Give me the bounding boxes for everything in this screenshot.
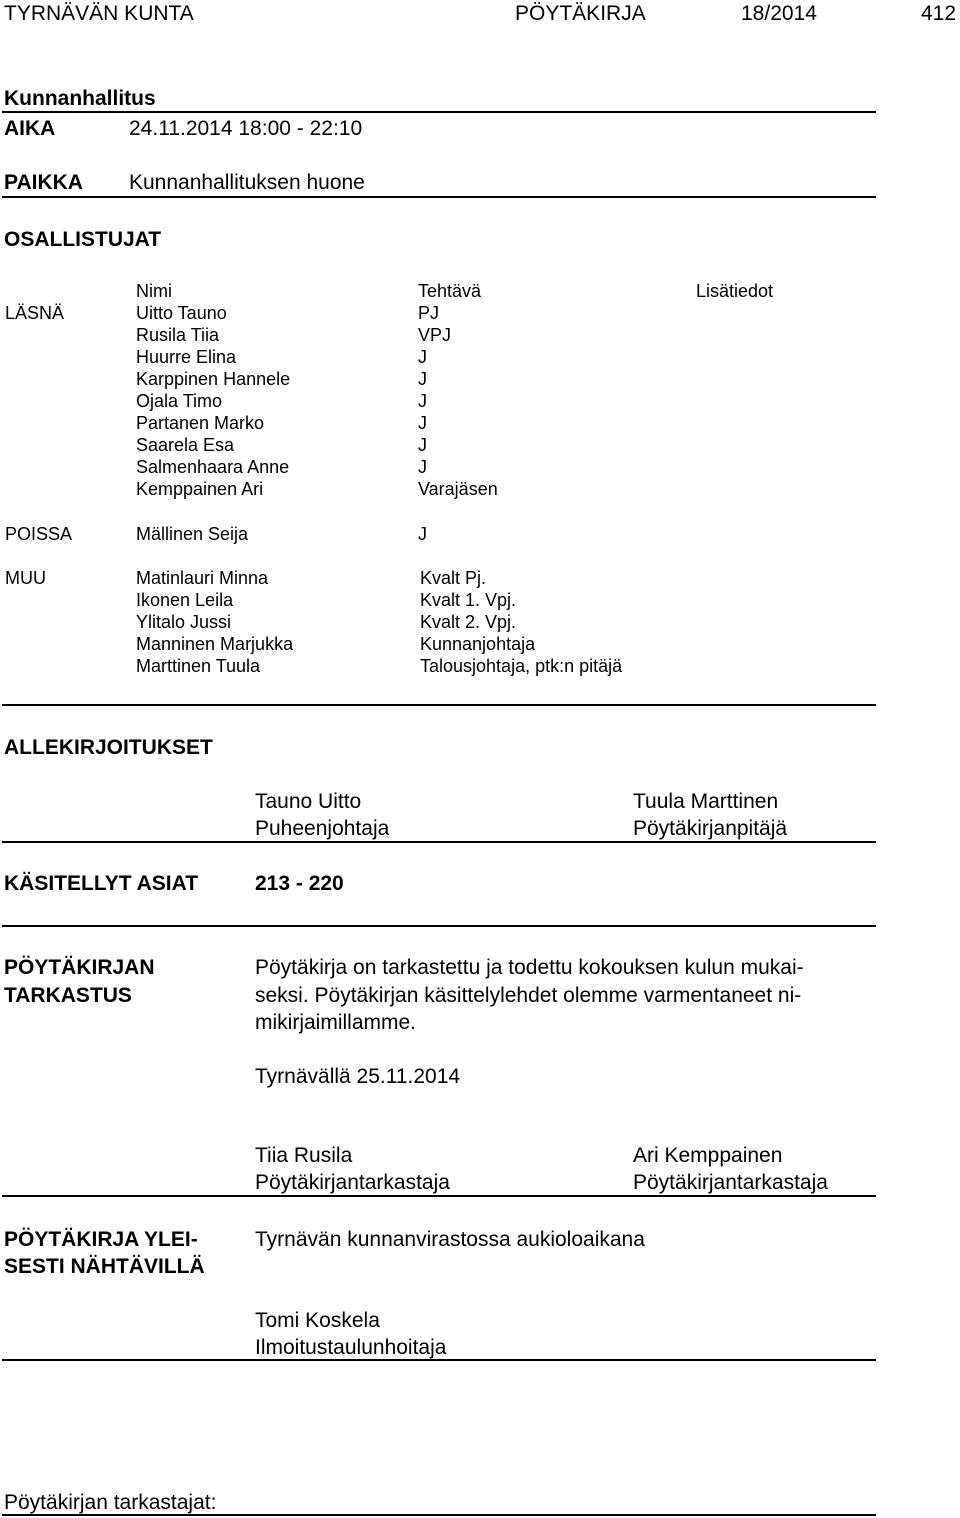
review-text-line3: mikirjaimillamme. bbox=[255, 1011, 416, 1034]
municipality-name: TYRNÄVÄN KUNTA bbox=[4, 2, 194, 25]
divider bbox=[2, 925, 876, 927]
participant-name: Manninen Marjukka bbox=[136, 634, 294, 654]
participant-name: Kemppainen Ari bbox=[136, 479, 264, 499]
participant-name: Mällinen Seija bbox=[136, 524, 249, 544]
divider bbox=[2, 196, 876, 198]
participant-role: Kvalt Pj. bbox=[420, 568, 487, 588]
reviewer1-title: Pöytäkirjantarkastaja bbox=[255, 1171, 450, 1194]
secretary-title: Pöytäkirjanpitäjä bbox=[633, 817, 788, 840]
absent-label: POISSA bbox=[5, 524, 73, 544]
participant-role: J bbox=[418, 369, 427, 389]
signatures-heading: ALLEKIRJOITUKSET bbox=[4, 736, 213, 759]
reviewer2-name: Ari Kemppainen bbox=[633, 1144, 783, 1167]
participant-role: VPJ bbox=[418, 325, 452, 345]
public-label-line1: PÖYTÄKIRJA YLEI- bbox=[4, 1228, 198, 1251]
page-number: 412 bbox=[921, 2, 957, 25]
participant-name: Rusila Tiia bbox=[136, 325, 220, 345]
place-value: Kunnanhallituksen huone bbox=[129, 171, 365, 194]
items-value: 213 - 220 bbox=[255, 872, 344, 895]
participant-role: PJ bbox=[418, 303, 440, 323]
review-place-date: Tyrnävällä 25.11.2014 bbox=[255, 1065, 461, 1088]
body-name: Kunnanhallitus bbox=[4, 87, 156, 110]
secretary-name: Tuula Marttinen bbox=[633, 790, 779, 813]
column-header-name: Nimi bbox=[136, 281, 172, 301]
divider bbox=[2, 704, 876, 706]
footer-label: Pöytäkirjan tarkastajat: bbox=[4, 1491, 217, 1514]
officer-title: Ilmoitustaulunhoitaja bbox=[255, 1336, 447, 1359]
review-label-line1: PÖYTÄKIRJAN bbox=[4, 956, 155, 979]
participant-name: Salmenhaara Anne bbox=[136, 457, 290, 477]
participant-role: Kunnanjohtaja bbox=[420, 634, 536, 654]
participant-name: Huurre Elina bbox=[136, 347, 237, 367]
column-header-role: Tehtävä bbox=[418, 281, 482, 301]
divider bbox=[2, 1359, 876, 1361]
reviewer1-name: Tiia Rusila bbox=[255, 1144, 353, 1167]
chair-name: Tauno Uitto bbox=[255, 790, 362, 813]
participant-role: Varajäsen bbox=[418, 479, 498, 499]
participant-role: J bbox=[418, 391, 427, 411]
participant-name: Karppinen Hannele bbox=[136, 369, 291, 389]
participant-role: J bbox=[418, 413, 427, 433]
public-label-line2: SESTI NÄHTÄVILLÄ bbox=[4, 1255, 205, 1278]
participant-role: Kvalt 1. Vpj. bbox=[420, 590, 517, 610]
document-type: PÖYTÄKIRJA bbox=[515, 2, 646, 25]
document-number: 18/2014 bbox=[741, 2, 817, 25]
participants-heading: OSALLISTUJAT bbox=[4, 228, 162, 251]
divider bbox=[2, 1195, 876, 1197]
column-header-info: Lisätiedot bbox=[696, 281, 774, 301]
participant-role: Talousjohtaja, ptk:n pitäjä bbox=[420, 656, 623, 676]
participant-name: Saarela Esa bbox=[136, 435, 235, 455]
participant-name: Partanen Marko bbox=[136, 413, 265, 433]
place-label: PAIKKA bbox=[4, 171, 83, 194]
participant-name: Ojala Timo bbox=[136, 391, 223, 411]
participant-role: Kvalt 2. Vpj. bbox=[420, 612, 517, 632]
time-value: 24.11.2014 18:00 - 22:10 bbox=[129, 117, 363, 140]
public-text: Tyrnävän kunnanvirastossa aukioloaikana bbox=[255, 1228, 645, 1251]
present-label: LÄSNÄ bbox=[5, 303, 65, 323]
officer-name: Tomi Koskela bbox=[255, 1309, 380, 1332]
participant-name: Matinlauri Minna bbox=[136, 568, 269, 588]
review-text-line1: Pöytäkirja on tarkastettu ja todettu kokouksen kulun mukai- bbox=[255, 956, 804, 979]
divider bbox=[2, 111, 876, 113]
participant-name: Marttinen Tuula bbox=[136, 656, 261, 676]
review-text-line2: seksi. Pöytäkirjan käsittelylehdet olemme varmentaneet ni- bbox=[255, 984, 802, 1007]
participant-name: Uitto Tauno bbox=[136, 303, 227, 323]
reviewer2-title: Pöytäkirjantarkastaja bbox=[633, 1171, 828, 1194]
participant-name: Ikonen Leila bbox=[136, 590, 234, 610]
participant-role: J bbox=[418, 435, 427, 455]
divider bbox=[2, 841, 876, 843]
participant-role: J bbox=[418, 347, 427, 367]
participant-role: J bbox=[418, 524, 427, 544]
chair-title: Puheenjohtaja bbox=[255, 817, 390, 840]
items-label: KÄSITELLYT ASIAT bbox=[4, 872, 199, 895]
participant-role: J bbox=[418, 457, 427, 477]
other-label: MUU bbox=[5, 568, 46, 588]
participant-name: Ylitalo Jussi bbox=[136, 612, 232, 632]
time-label: AIKA bbox=[4, 117, 56, 140]
review-label-line2: TARKASTUS bbox=[4, 984, 132, 1007]
